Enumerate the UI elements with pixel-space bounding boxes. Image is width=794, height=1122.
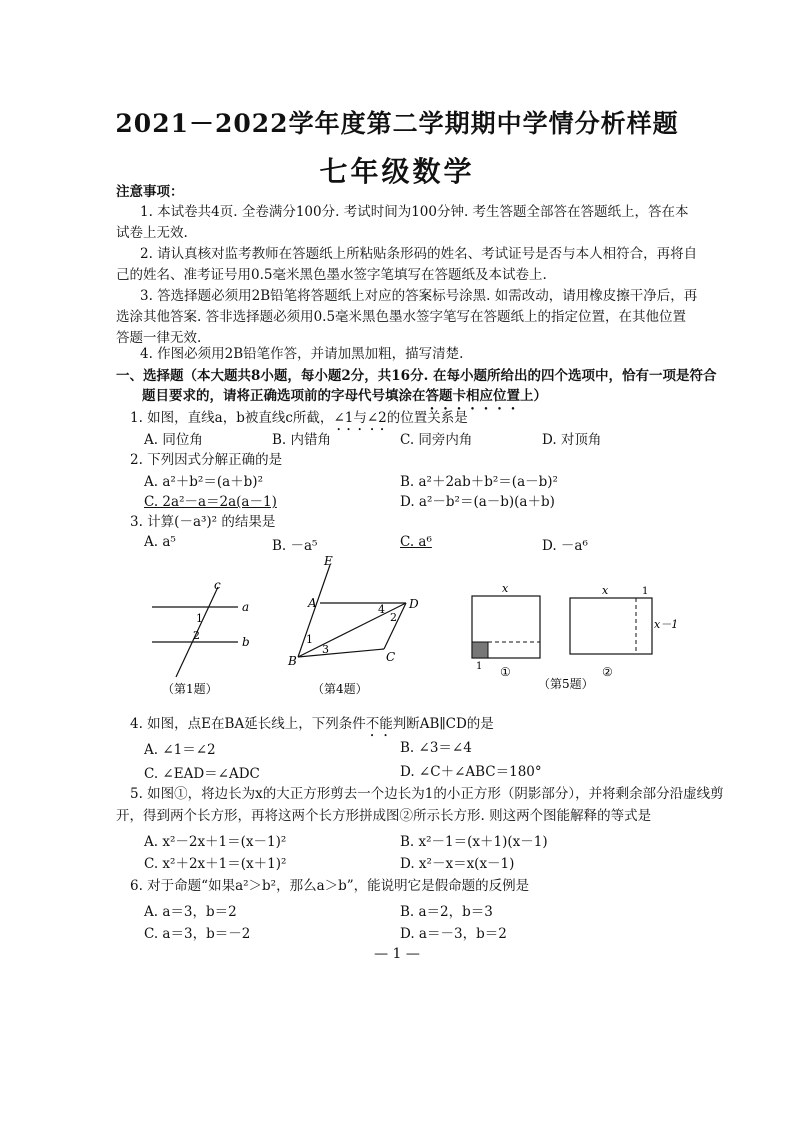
- fig4-line-dc: [384, 603, 406, 649]
- q3-option-d: D. －a⁶: [542, 538, 588, 554]
- figure-1: [140, 575, 270, 705]
- q6-option-a: A. a＝3，b＝2: [144, 904, 237, 920]
- section-heading-part1: 题目要求的，请将正确选项前的字母代号填涂在: [142, 388, 426, 404]
- fig1-label-a: a: [242, 600, 250, 614]
- fig1-angle-1: 1: [196, 612, 203, 625]
- fig5-label-x2: x: [602, 584, 609, 597]
- fig1-label-c: c: [214, 578, 221, 592]
- fig5-long-rectangle: [570, 598, 652, 654]
- q1-stem-part1: 1. 如图，直线a，b被直线c所截，: [130, 410, 334, 426]
- page-number: — 1 —: [374, 946, 420, 962]
- note-item-2: 2. 请认真核对监考教师在答题纸上所粘贴条形码的姓名、考试证号是否与本人相符合，再将自己的姓名、准考证号用0.5毫米黑色墨水签字笔填写在答题纸及本试卷上.: [116, 246, 698, 283]
- fig5-label-x-minus-1: x－1: [654, 618, 679, 631]
- q1-option-b: B. 内错角: [272, 432, 332, 448]
- exam-subtitle: 七年级数学: [319, 155, 475, 188]
- q1-option-c: C. 同旁内角: [400, 432, 473, 448]
- exam-title: 2021－2022学年度第二学期期中学情分析样题: [115, 109, 679, 138]
- q5-option-c: C. x²＋2x＋1＝(x＋1)²: [144, 856, 287, 872]
- question-5-stem-line2: 开，得到两个长方形，再将这两个长方形拼成图②所示长方形. 则这两个图能解释的等式是: [116, 808, 652, 824]
- q6-option-d: D. a＝－3，b＝2: [400, 926, 507, 942]
- question-3-stem: 3. 计算(－a³)² 的结果是: [130, 514, 276, 530]
- fig5-label-circle-2: ②: [602, 665, 613, 679]
- q4-option-d: D. ∠C＋∠ABC＝180°: [400, 764, 542, 780]
- q1-option-a: A. 同位角: [144, 432, 203, 448]
- q4-stem-part3: 判断AB∥CD的是: [392, 716, 494, 732]
- question-5-stem-line1: 5. 如图①，将边长为x的大正方形剪去一个边长为1的小正方形（阴影部分），并将剩余部分沿虚线剪: [130, 786, 724, 802]
- question-6-stem: 6. 对于命题“如果a²＞b²，那么a＞b”，能说明它是假命题的反例是: [130, 878, 530, 894]
- section-heading-part3: 上）: [520, 388, 547, 404]
- fig5-label-1b: 1: [642, 586, 649, 597]
- section-heading-line1: 一、选择题（本大题共8小题，每小题2分，共16分. 在每小题所给出的四个选项中，恰有一项是符合: [116, 368, 717, 384]
- fig4-label-c: C: [386, 650, 396, 664]
- fig4-label-e: E: [324, 554, 333, 568]
- q2-option-a: A. a²＋b²＝(a＋b)²: [144, 474, 263, 490]
- q2-option-b: B. a²＋2ab＋b²＝(a－b)²: [400, 474, 558, 490]
- fig4-angle-2: 2: [390, 611, 397, 624]
- fig4-angle-1: 1: [306, 633, 313, 646]
- q5-option-d: D. x²－x＝x(x－1): [400, 856, 515, 872]
- figure-5: [462, 580, 702, 692]
- fig4-label-a: A: [308, 596, 317, 610]
- q4-stem-emphasis: 不能: [365, 716, 393, 732]
- note-item-4: 4. 作图必须用2B铅笔作答，并请加黑加粗，描写清楚.: [140, 346, 464, 362]
- q3-option-a: A. a⁵: [144, 534, 176, 550]
- question-2-stem: 2. 下列因式分解正确的是: [130, 452, 283, 468]
- fig4-angle-4: 4: [378, 603, 385, 616]
- q4-option-b: B. ∠3＝∠4: [400, 740, 472, 756]
- figure-4: [282, 553, 432, 703]
- q4-stem-part1: 4. 如图，点E在BA延长线上，下列条件: [130, 716, 366, 732]
- q1-option-d: D. 对顶角: [542, 432, 602, 448]
- fig5-small-shaded-square: [472, 642, 488, 658]
- fig1-angle-2: 2: [193, 629, 200, 642]
- q4-option-a: A. ∠1＝∠2: [144, 742, 216, 758]
- fig5-label-x: x: [502, 582, 509, 595]
- notes-heading: 注意事项：: [116, 184, 184, 200]
- fig4-caption: （第4题）: [312, 682, 368, 696]
- q1-stem-emphasis: ∠1与∠2: [333, 410, 387, 426]
- q6-option-b: B. a＝2，b＝3: [400, 904, 493, 920]
- fig4-label-d: D: [409, 597, 419, 611]
- section-heading-emphasis: 答题卡相应位置: [425, 388, 520, 404]
- fig1-caption: （第1题）: [162, 682, 218, 696]
- q4-option-c: C. ∠EAD＝∠ADC: [144, 766, 260, 782]
- q1-stem-part3: 的位置关系是: [386, 410, 468, 426]
- fig5-caption: （第5题）: [538, 677, 594, 691]
- note-item-1: 1. 本试卷共4页. 全卷满分100分. 考试时间为100分钟. 考生答题全部答在答题纸上，答在本试卷上无效.: [116, 204, 689, 241]
- fig5-label-circle-1: ①: [500, 665, 511, 679]
- fig1-label-b: b: [242, 635, 250, 649]
- note-item-3: 3. 答选择题必须用2B铅笔将答题纸上对应的答案标号涂黑. 如需改动，请用橡皮擦干净后，再选涂其他答案. 答非选择题必须用0.5毫米黑色墨水签字笔写在答题纸上的指定位置，在其他位置答题一律无效.: [116, 288, 698, 346]
- fig4-angle-3: 3: [322, 643, 329, 656]
- q5-option-b: B. x²－1＝(x＋1)(x－1): [400, 834, 548, 850]
- fig5-label-1: 1: [476, 661, 483, 672]
- q2-option-c: C. 2a²－a＝2a(a－1): [144, 494, 277, 510]
- q3-option-b: B. －a⁵: [272, 538, 318, 554]
- fig4-label-b: B: [288, 654, 297, 668]
- q6-option-c: C. a＝3，b＝－2: [144, 926, 251, 942]
- q2-option-d: D. a²－b²＝(a－b)(a＋b): [400, 494, 555, 510]
- q5-option-a: A. x²－2x＋1＝(x－1)²: [144, 834, 287, 850]
- q3-option-c: C. a⁶: [400, 534, 432, 550]
